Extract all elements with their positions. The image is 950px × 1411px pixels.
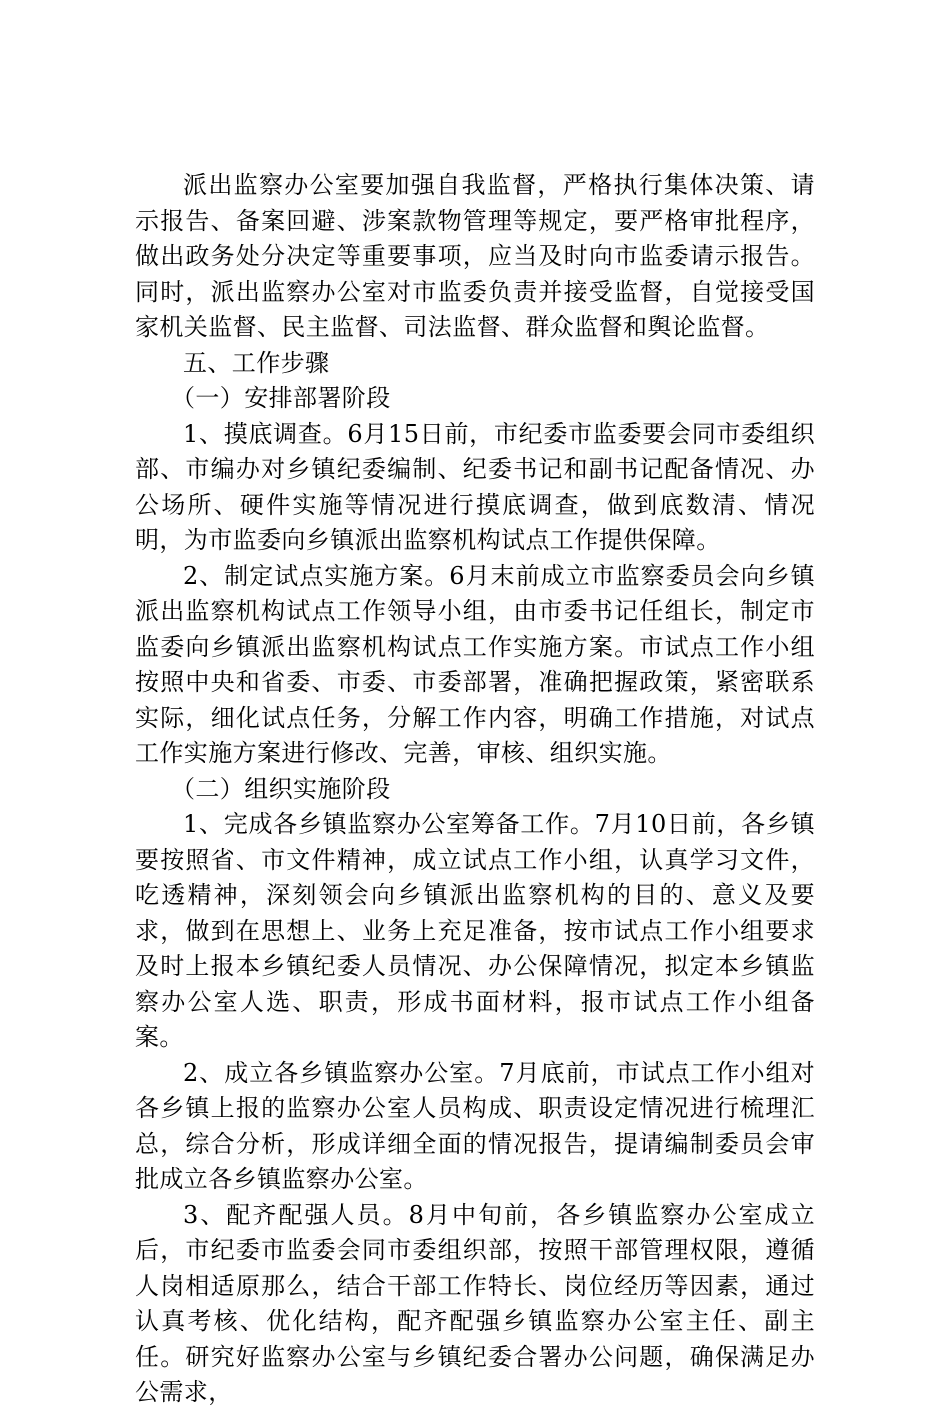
- subheading-implementation-stage: （二）组织实施阶段: [171, 774, 391, 803]
- paragraph-preparation: 1、完成各乡镇监察办公室筹备工作。7月10日前，各乡镇要按照省、市文件精神，成立试点工作小组，认真学习文件，吃透精神，深刻领会向乡镇派出监察机构的目的、意义及要求，做到在思想上、业务上充足准备，按市试点工作小组要求及时上报本乡镇纪委人员情况、办公保障情况，拟定本乡镇监察办公室人选、职责，形成书面材料，报市试点工作小组备案。: [135, 810, 815, 1051]
- paragraph-staffing: 3、配齐配强人员。8月中旬前，各乡镇监察办公室成立后，市纪委市监委会同市委组织部，按照干部管理权限，遵循人岗相适原那么，结合干部工作特长、岗位经历等因素，通过认真考核、优化结构，配齐配强乡镇监察办公室主任、副主任。研究好监察办公室与乡镇纪委合署办公问题，确保满足办公需求，: [135, 1200, 815, 1406]
- subheading-deployment-stage: （一）安排部署阶段: [171, 384, 391, 412]
- paragraph-supervision: 派出监察办公室要加强自我监督，严格执行集体决策、请示报告、备案回避、涉案款物管理等规定，要严格审批程序，做出政务处分决定等重要事项，应当及时向市监委请示报告。同时，派出监察办公室对市监委负责并接受监督，自觉接受国家机关监督、民主监督、司法监督、群众监督和舆论监督。: [135, 171, 815, 341]
- paragraph-survey: 1、摸底调查。6月15日前，市纪委市监委要会同市委组织部、市编办对乡镇纪委编制、纪委书记和副书记配备情况、办公场所、硬件实施等情况进行摸底调查，做到底数清、情况明，为市监委向乡镇派出监察机构试点工作提供保障。: [135, 419, 815, 554]
- paragraph-pilot-plan: 2、制定试点实施方案。6月末前成立市监察委员会向乡镇派出监察机构试点工作领导小组，由市委书记任组长，制定市监委向乡镇派出监察机构试点工作实施方案。市试点工作小组按照中央和省委、市委、市委部署，准确把握政策，紧密联系实际，细化试点任务，分解工作内容，明确工作措施，对试点工作实施方案进行修改、完善，审核、组织实施。: [135, 561, 815, 767]
- document-body: [135, 168, 815, 1411]
- heading-work-steps: 五、工作步骤: [183, 348, 330, 377]
- paragraph-establish-offices: 2、成立各乡镇监察办公室。7月底前，市试点工作小组对各乡镇上报的监察办公室人员构成、职责设定情况进行梳理汇总，综合分析，形成详细全面的情况报告，提请编制委员会审批成立各乡镇监察办公室。: [135, 1058, 815, 1193]
